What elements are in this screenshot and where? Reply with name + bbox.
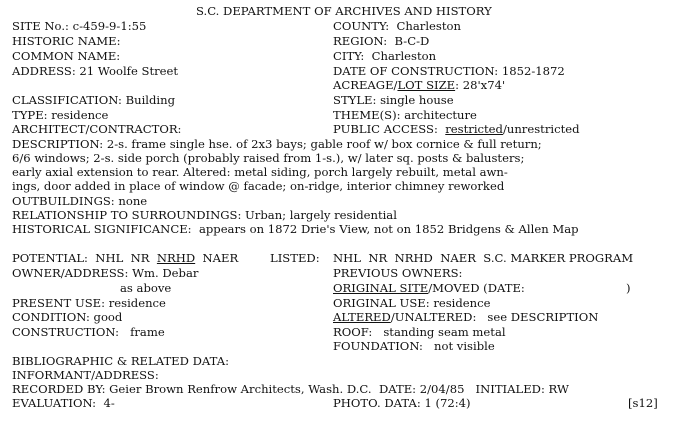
listed-label: LISTED: [270, 251, 320, 265]
original-site-rest: /MOVED (DATE: [428, 281, 525, 295]
style-field: STYLE: single house [333, 93, 454, 107]
acreage-value: : 28'x74' [455, 78, 506, 92]
themes-field: THEME(S): architecture [333, 108, 477, 122]
city-field: CITY: Charleston [333, 49, 437, 63]
owner-address: as above [120, 281, 172, 295]
county-field: COUNTY: Charleston [333, 19, 461, 33]
photo-data-field: PHOTO. DATA: 1 (72:4) [333, 396, 471, 410]
public-access-selected: restricted [445, 122, 503, 136]
recorded-by-field: RECORDED BY: Geier Brown Renfrow Architects, Wash. D.C. DATE: 2/04/85 INITIALED: RW [12, 382, 569, 396]
foundation-field: FOUNDATION: not visible [333, 339, 495, 353]
altered-selected: ALTERED [333, 310, 391, 324]
region-field: REGION: B-C-D [333, 34, 430, 48]
altered-field [333, 312, 598, 324]
site-number: SITE No.: c-459-9-1:55 [12, 19, 147, 33]
sheet-reference: [s12] [628, 396, 658, 410]
listed-options: NHL NR NRHD NAER S.C. MARKER PROGRAM [333, 251, 634, 265]
construction-date-field: DATE OF CONSTRUCTION: 1852-1872 [333, 64, 565, 78]
acreage-field [333, 80, 505, 92]
address-field: ADDRESS: 21 Woolfe Street [12, 64, 179, 78]
potential-field [12, 253, 238, 265]
previous-owners-field: PREVIOUS OWNERS: [333, 266, 463, 280]
description-line-2: 6/6 windows; 2-s. side porch (probably raised from 1-s.), w/ later sq. posts & balusters; [12, 151, 525, 165]
type-field: TYPE: residence [12, 108, 109, 122]
potential-label: POTENTIAL: NHL NR [12, 251, 157, 265]
present-use-field: PRESENT USE: residence [12, 296, 166, 310]
common-name-field: COMMON NAME: [12, 49, 121, 63]
roof-field: ROOF: standing seam metal [333, 325, 506, 339]
altered-rest: /UNALTERED: see DESCRIPTION [390, 310, 599, 324]
potential-selected: NRHD [156, 251, 196, 265]
acreage-label: ACREAGE/ [333, 78, 398, 92]
significance-field: HISTORICAL SIGNIFICANCE: appears on 1872 Drie's View, not on 1852 Bridgens & Allen Map [12, 222, 579, 236]
original-site-close: ) [626, 281, 631, 295]
description-line-4: ings, door added in place of window @ facade; on-ridge, interior chimney reworked [12, 179, 505, 193]
public-access-field [333, 124, 580, 136]
outbuildings-field: OUTBUILDINGS: none [12, 194, 148, 208]
bibliographic-field: BIBLIOGRAPHIC & RELATED DATA: [12, 354, 230, 368]
construction-field: CONSTRUCTION: frame [12, 325, 165, 339]
public-access-label: PUBLIC ACCESS: [333, 122, 446, 136]
historic-name-field: HISTORIC NAME: [12, 34, 121, 48]
relationship-field: RELATIONSHIP TO SURROUNDINGS: Urban; largely residential [12, 208, 397, 222]
public-access-rest: /unrestricted [502, 122, 580, 136]
condition-field: CONDITION: good [12, 310, 123, 324]
evaluation-field: EVALUATION: 4- [12, 396, 115, 410]
original-use-field: ORIGINAL USE: residence [333, 296, 491, 310]
form-title: S.C. DEPARTMENT OF ARCHIVES AND HISTORY [196, 4, 492, 18]
owner-field: OWNER/ADDRESS: Wm. Debar [12, 266, 199, 280]
potential-rest: NAER [195, 251, 239, 265]
original-site-selected: ORIGINAL SITE [333, 281, 429, 295]
classification-field: CLASSIFICATION: Building [12, 93, 175, 107]
description-line-3: early axial extension to rear. Altered: metal siding, porch largely rebuilt, metal awn- [12, 165, 508, 179]
informant-field: INFORMANT/ADDRESS: [12, 368, 159, 382]
architect-field: ARCHITECT/CONTRACTOR: [12, 122, 182, 136]
lot-size-selected: LOT SIZE [397, 78, 456, 92]
original-site-field [333, 283, 525, 295]
description-line-1: DESCRIPTION: 2-s. frame single hse. of 2x3 bays; gable roof w/ box cornice & full return; [12, 137, 542, 151]
